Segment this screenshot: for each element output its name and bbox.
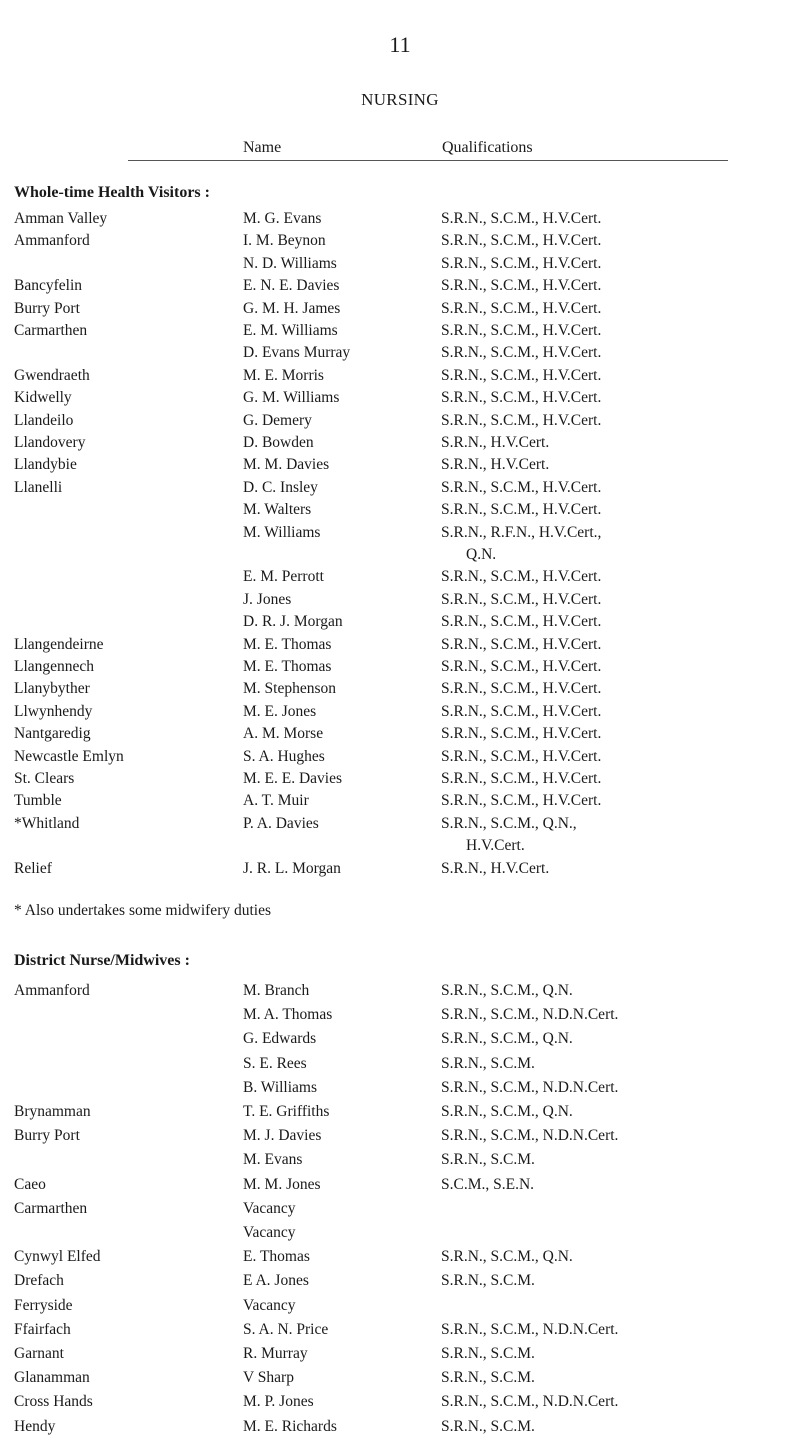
name-cell: I. M. Beynon [243,232,326,250]
location-cell: Llanybyther [14,680,90,698]
name-cell: M. Branch [243,982,310,999]
qualifications-cell: S.R.N., S.C.M., H.V.Cert. [441,232,602,250]
qualifications-cell: S.R.N., S.C.M., H.V.Cert. [441,568,602,586]
page-title: NURSING [361,90,439,109]
name-cell: M. E. Jones [243,702,317,720]
name-cell: M. M. Jones [243,1175,321,1193]
table-row [0,210,800,232]
midwifery-footnote: * Also undertakes some midwifery duties [14,902,271,919]
qualifications-cell: S.R.N., S.C.M., N.D.N.Cert. [441,1006,619,1024]
name-cell: S. E. Rees [243,1054,307,1072]
qualifications-cell: S.R.N., S.C.M., N.D.N.Cert. [441,1078,619,1096]
table-row [0,501,800,523]
name-cell: E. M. Williams [243,322,338,339]
name-cell: M. E. E. Davies [243,770,343,787]
qualifications-cell: S.R.N., S.C.M., H.V.Cert. [441,411,602,429]
table-row [0,1103,800,1125]
table-row [0,1127,800,1149]
table-row [0,524,800,546]
table-row [0,434,800,456]
table-row [0,860,800,882]
qualifications-cell: S.R.N., S.C.M., H.V.Cert. [441,590,602,608]
qualifications-continuation: H.V.Cert. [466,837,525,855]
location-cell: Brynamman [14,1103,91,1120]
qualifications-cell: S.R.N., S.C.M. [441,1345,535,1362]
location-cell: Carmarthen [14,1199,88,1217]
qualifications-cell: S.R.N., S.C.M., H.V.Cert. [441,792,602,810]
table-row [0,479,800,501]
name-cell: S. A. Hughes [243,747,325,765]
qualifications-cell: S.R.N., S.C.M., Q.N. [441,1248,573,1266]
name-cell: G. Demery [243,411,312,429]
location-cell: Llangennech [14,658,95,675]
table-row [0,1006,800,1028]
qualifications-cell: S.R.N., S.C.M., H.V.Cert. [441,254,602,272]
table-row [0,982,800,1004]
header-rule [128,160,728,161]
name-cell: M. Stephenson [243,680,336,698]
location-cell: *Whitland [14,814,80,832]
table-row [0,703,800,725]
location-cell: Burry Port [14,1127,80,1145]
header-qualifications: Qualifications [442,139,533,156]
table-row [0,680,800,702]
qualifications-cell: S.R.N., R.F.N., H.V.Cert., [441,523,602,541]
qualifications-cell: S.R.N., S.C.M., H.V.Cert. [441,702,602,720]
name-cell: M. A. Thomas [243,1006,333,1024]
location-cell: Bancyfelin [14,277,83,295]
table-row [0,277,800,299]
table-row [0,300,800,322]
table-row [0,1151,800,1173]
location-cell: Carmarthen [14,322,88,339]
table-row [0,389,800,411]
location-cell: Ffairfach [14,1320,71,1338]
location-cell: Ferryside [14,1296,73,1314]
name-cell: J. Jones [243,590,292,608]
qualifications-cell: S.C.M., S.E.N. [441,1175,535,1193]
location-cell: Llwynhendy [14,702,93,720]
table-row [0,815,800,837]
name-cell: Vacancy [243,1296,296,1314]
location-cell: Llandybie [14,456,77,474]
name-cell: V Sharp [243,1369,294,1387]
name-cell: T. E. Griffiths [243,1103,330,1120]
qualifications-cell: S.R.N., S.C.M., H.V.Cert. [441,277,602,295]
table-row [0,1345,800,1367]
header-name: Name [243,139,282,156]
name-cell: G. M. H. James [243,299,341,317]
location-cell: St. Clears [14,770,75,787]
qualifications-cell: S.R.N., S.C.M. [441,1054,535,1072]
qualifications-cell: S.R.N., S.C.M., H.V.Cert. [441,725,602,743]
table-row [0,232,800,254]
name-cell: D. R. J. Morgan [243,613,343,631]
qualifications-cell: S.R.N., S.C.M., Q.N. [441,982,573,999]
table-row [0,591,800,613]
page-number: 11 [389,32,411,57]
table-row [0,1200,800,1222]
name-cell: E A. Jones [243,1272,309,1290]
location-cell: Cross Hands [14,1393,93,1411]
name-cell: M. E. Morris [243,366,324,384]
location-cell: Ammanford [14,982,90,999]
name-cell: S. A. N. Price [243,1320,329,1338]
table-row [0,412,800,434]
qualifications-cell: S.R.N., H.V.Cert. [441,434,550,451]
name-cell: R. Murray [243,1345,308,1362]
name-cell: M. E. Thomas [243,635,332,653]
name-cell: M. Walters [243,501,312,519]
qualifications-cell: S.R.N., S.C.M., H.V.Cert. [441,747,602,765]
qualifications-cell: S.R.N., S.C.M., H.V.Cert. [441,613,602,631]
table-row [0,792,800,814]
qualifications-cell: S.R.N., S.C.M., H.V.Cert. [441,478,602,496]
table-row [0,255,800,277]
qualifications-cell: S.R.N., S.C.M., H.V.Cert. [441,501,602,519]
qualifications-cell: S.R.N., S.C.M., H.V.Cert. [441,635,602,653]
location-cell: Llandeilo [14,411,74,429]
location-cell: Caeo [14,1175,46,1193]
section-heading-health-visitors: Whole-time Health Visitors : [14,184,210,201]
name-cell: M. G. Evans [243,210,322,227]
qualifications-cell: S.R.N., S.C.M., Q.N. [441,1030,573,1048]
location-cell: Llandovery [14,434,86,451]
name-cell: M. M. Davies [243,456,330,474]
location-cell: Glanamman [14,1369,90,1387]
qualifications-cell: S.R.N., S.C.M., H.V.Cert. [441,322,602,339]
name-cell: B. Williams [243,1078,318,1096]
name-cell: D. Evans Murray [243,344,351,362]
name-cell: N. D. Williams [243,254,337,272]
name-cell: A. M. Morse [243,725,324,743]
name-cell: E. M. Perrott [243,568,324,586]
name-cell: Vacancy [243,1199,296,1217]
table-row [0,1030,800,1052]
location-cell: Hendy [14,1417,56,1435]
qualifications-continuation: Q.N. [466,546,497,563]
table-row [0,748,800,770]
qualifications-cell: S.R.N., S.C.M., H.V.Cert. [441,389,602,407]
qualifications-cell: S.R.N., S.C.M., H.V.Cert. [441,770,602,787]
location-cell: Cynwyl Elfed [14,1248,101,1266]
location-cell: Tumble [14,792,62,810]
qualifications-cell: S.R.N., S.C.M., H.V.Cert. [441,366,602,384]
location-cell: Gwendraeth [14,366,90,384]
qualifications-cell: S.R.N., H.V.Cert. [441,456,550,474]
location-cell: Relief [14,859,52,877]
qualifications-cell: S.R.N., S.C.M., Q.N. [441,1103,573,1120]
table-row [0,770,800,792]
location-cell: Kidwelly [14,389,72,407]
table-row [0,1055,800,1077]
name-cell: M. E. Richards [243,1417,337,1435]
table-row [0,1224,800,1246]
table-row [0,1297,800,1319]
name-cell: M. J. Davies [243,1127,322,1145]
table-row [0,613,800,635]
table-row [0,568,800,590]
table-row [0,344,800,366]
qualifications-cell: S.R.N., S.C.M. [441,1417,535,1435]
location-cell: Burry Port [14,299,80,317]
name-cell: M. P. Jones [243,1393,314,1411]
name-cell: Vacancy [243,1224,296,1241]
table-row [0,658,800,680]
name-cell: G. M. Williams [243,389,340,407]
table-row [0,725,800,747]
table-row [0,1079,800,1101]
name-cell: M. Evans [243,1151,303,1169]
qualifications-cell: S.R.N., H.V.Cert. [441,859,550,877]
name-cell: M. E. Thomas [243,658,332,675]
name-cell: G. Edwards [243,1030,317,1048]
location-cell: Newcastle Emlyn [14,747,124,765]
qualifications-cell: S.R.N., S.C.M. [441,1151,535,1169]
qualifications-cell: S.R.N., S.C.M., N.D.N.Cert. [441,1393,619,1411]
name-cell: P. A. Davies [243,814,319,832]
table-row [0,1393,800,1415]
section-heading-district-nurses: District Nurse/Midwives : [14,952,190,969]
table-row [0,636,800,658]
location-cell: Ammanford [14,232,90,250]
table-row [0,1369,800,1391]
location-cell: Nantgaredig [14,725,91,743]
table-row [0,1176,800,1198]
qualifications-cell: S.R.N., S.C.M., H.V.Cert. [441,658,602,675]
qualifications-cell: S.R.N., S.C.M., H.V.Cert. [441,680,602,698]
qualifications-cell: S.R.N., S.C.M., N.D.N.Cert. [441,1127,619,1145]
qualifications-cell: S.R.N., S.C.M., H.V.Cert. [441,299,602,317]
table-row [0,322,800,344]
qualifications-cell: S.R.N., S.C.M. [441,1272,535,1290]
location-cell: Amman Valley [14,210,108,227]
location-cell: Llanelli [14,478,63,496]
location-cell: Garnant [14,1345,64,1362]
table-row [0,1321,800,1343]
name-cell: E. N. E. Davies [243,277,340,295]
table-row [0,1272,800,1294]
name-cell: E. Thomas [243,1248,310,1266]
location-cell: Llangendeirne [14,635,104,653]
name-cell: M. Williams [243,523,321,541]
qualifications-cell: S.R.N., S.C.M., N.D.N.Cert. [441,1320,619,1338]
table-row [0,367,800,389]
qualifications-cell: S.R.N., S.C.M., Q.N., [441,814,577,832]
name-cell: D. Bowden [243,434,314,451]
table-row [0,456,800,478]
table-row [0,1248,800,1270]
qualifications-cell: S.R.N., S.C.M., H.V.Cert. [441,210,602,227]
name-cell: A. T. Muir [243,792,309,810]
name-cell: D. C. Insley [243,478,318,496]
qualifications-cell: S.R.N., S.C.M., H.V.Cert. [441,344,602,362]
name-cell: J. R. L. Morgan [243,859,341,877]
table-row [0,1418,800,1440]
location-cell: Drefach [14,1272,64,1290]
qualifications-cell: S.R.N., S.C.M. [441,1369,535,1387]
